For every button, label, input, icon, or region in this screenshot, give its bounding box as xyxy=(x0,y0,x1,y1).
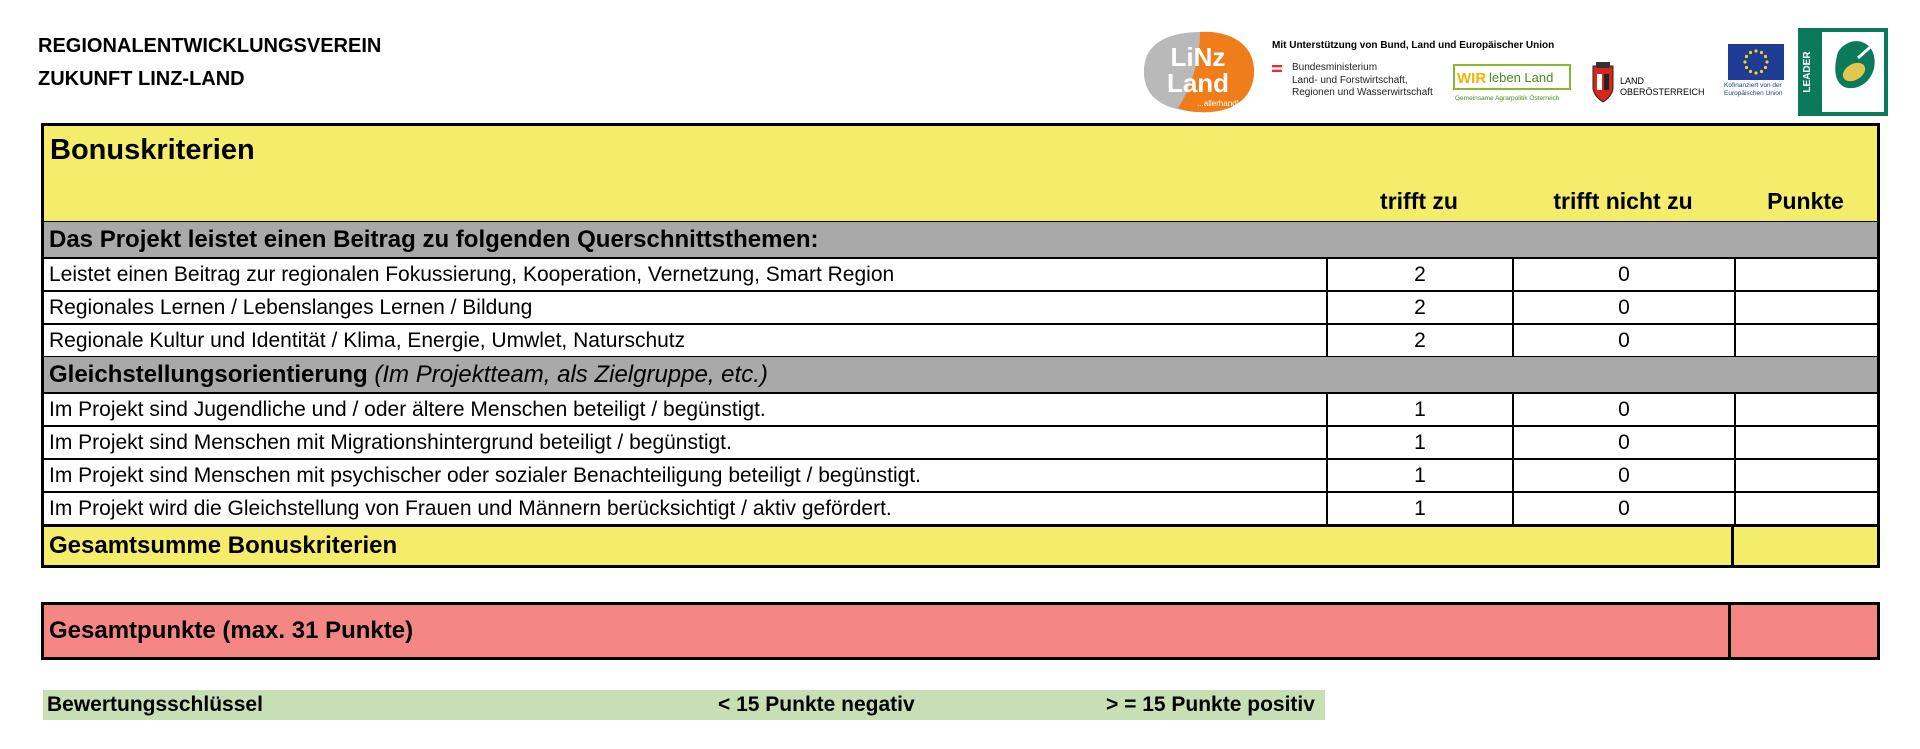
ministry-line2: Land- und Forstwirtschaft, xyxy=(1292,74,1408,86)
table-row xyxy=(41,290,1880,323)
points-cell[interactable] xyxy=(1734,325,1877,356)
applies-value: 1 xyxy=(1326,460,1512,491)
applies-value: 1 xyxy=(1326,427,1512,458)
eu-line2: Europäischen Union xyxy=(1724,89,1783,97)
criterion-label: Leistet einen Beitrag zur regionalen Fokussierung, Kooperation, Vernetzung, Smart Region xyxy=(49,262,895,286)
eu-logo xyxy=(1720,42,1790,112)
not-applies-value: 0 xyxy=(1512,460,1734,491)
table-header xyxy=(41,123,1880,221)
leben-land-text: leben Land xyxy=(1489,70,1554,85)
table-row xyxy=(41,491,1880,524)
applies-value: 2 xyxy=(1326,325,1512,356)
upper-austria-line2: OBERÖSTERREICH xyxy=(1620,87,1705,97)
not-applies-value: 0 xyxy=(1512,394,1734,425)
points-cell[interactable] xyxy=(1734,493,1877,524)
evaluation-key-negative: < 15 Punkte negativ xyxy=(718,693,915,716)
austria-flag-icon xyxy=(1272,65,1282,72)
applies-value: 1 xyxy=(1326,394,1512,425)
table-row xyxy=(41,323,1880,356)
eu-flag-icon xyxy=(1728,44,1784,80)
section-header-cross-cutting xyxy=(41,221,1880,257)
table-row xyxy=(41,425,1880,458)
organization-name xyxy=(38,30,381,96)
upper-austria-logo xyxy=(1590,60,1708,104)
organization-line2: ZUKUNFT LINZ-LAND xyxy=(38,68,245,90)
column-header-applies: trifft zu xyxy=(1380,188,1458,214)
linz-land-logo xyxy=(1140,28,1258,116)
not-applies-value: 0 xyxy=(1512,427,1734,458)
not-applies-value: 0 xyxy=(1512,292,1734,323)
leader-text: LEADER xyxy=(1802,51,1813,93)
wir-text: WIR xyxy=(1457,70,1487,87)
linz-logo-line1: LiNz xyxy=(1170,42,1226,72)
not-applies-value: 0 xyxy=(1512,493,1734,524)
section2-label-bold: Gleichstellungsorientierung xyxy=(49,360,368,388)
evaluation-key-positive: > = 15 Punkte positiv xyxy=(1106,693,1315,716)
applies-value: 2 xyxy=(1326,259,1512,290)
total-points-label: Gesamtpunkte (max. 31 Punkte) xyxy=(49,617,414,644)
table-title: Bonuskriterien xyxy=(50,134,255,166)
points-cell[interactable] xyxy=(1734,259,1877,290)
points-cell[interactable] xyxy=(1734,292,1877,323)
ministry-logo xyxy=(1272,62,1452,106)
bonus-sum-value[interactable] xyxy=(1731,527,1877,565)
column-header-not-applies: trifft nicht zu xyxy=(1553,188,1693,214)
table-row xyxy=(41,392,1880,425)
total-points-row xyxy=(41,602,1880,660)
criterion-label: Regionale Kultur und Identität / Klima, Energie, Umwlet, Naturschutz xyxy=(49,328,686,352)
evaluation-key xyxy=(43,690,1325,720)
wir-subline: Gemeinsame Agrarpolitik Österreich xyxy=(1455,95,1560,102)
criterion-label: Regionales Lernen / Lebenslanges Lernen / Bildung xyxy=(49,295,533,319)
applies-value: 2 xyxy=(1326,292,1512,323)
evaluation-key-label: Bewertungsschlüssel xyxy=(47,693,263,716)
bonus-sum-label: Gesamtsumme Bonuskriterien xyxy=(49,532,398,559)
criterion-label: Im Projekt wird die Gleichstellung von Frauen und Männern berücksichtigt / aktiv gefördert. xyxy=(49,496,892,520)
bonus-sum-row xyxy=(41,524,1880,568)
ministry-line3: Regionen und Wasserwirtschaft xyxy=(1292,87,1433,98)
criterion-label: Im Projekt sind Menschen mit Migrationshintergrund beteiligt / begünstigt. xyxy=(49,430,732,454)
table-row xyxy=(41,257,1880,290)
criterion-label: Im Projekt sind Menschen mit psychischer oder sozialer Benachteiligung beteiligt / begünstigt. xyxy=(49,463,921,487)
coat-of-arms-icon xyxy=(1590,60,1616,104)
leader-logo xyxy=(1798,28,1888,116)
ministry-line1: Bundesministerium xyxy=(1292,62,1378,73)
wir-leben-land-logo xyxy=(1453,64,1571,104)
linz-logo-tagline: ...allerhand! xyxy=(1197,99,1239,108)
points-cell[interactable] xyxy=(1734,427,1877,458)
bonus-criteria-table xyxy=(41,123,1880,568)
organization-line1: REGIONALENTWICKLUNGSVEREIN xyxy=(38,35,382,57)
linz-logo-line2: Land xyxy=(1166,68,1230,98)
upper-austria-line1: LAND xyxy=(1620,76,1645,86)
support-title: Mit Unterstützung von Bund, Land und Europäischer Union xyxy=(1272,40,1555,51)
not-applies-value: 0 xyxy=(1512,259,1734,290)
points-cell[interactable] xyxy=(1734,460,1877,491)
table-row xyxy=(41,458,1880,491)
eu-line1: Kofinanziert von der xyxy=(1724,82,1782,89)
section-header-equality xyxy=(41,356,1880,392)
section1-label: Das Projekt leistet einen Beitrag zu folgenden Querschnittsthemen: xyxy=(49,225,819,253)
column-header-points: Punkte xyxy=(1767,188,1844,214)
section2-label-italic: (Im Projektteam, als Zielgruppe, etc.) xyxy=(374,360,768,388)
not-applies-value: 0 xyxy=(1512,325,1734,356)
applies-value: 1 xyxy=(1326,493,1512,524)
criterion-label: Im Projekt sind Jugendliche und / oder ältere Menschen beteiligt / begünstigt. xyxy=(49,397,766,421)
points-cell[interactable] xyxy=(1734,394,1877,425)
total-points-value[interactable] xyxy=(1728,605,1877,657)
